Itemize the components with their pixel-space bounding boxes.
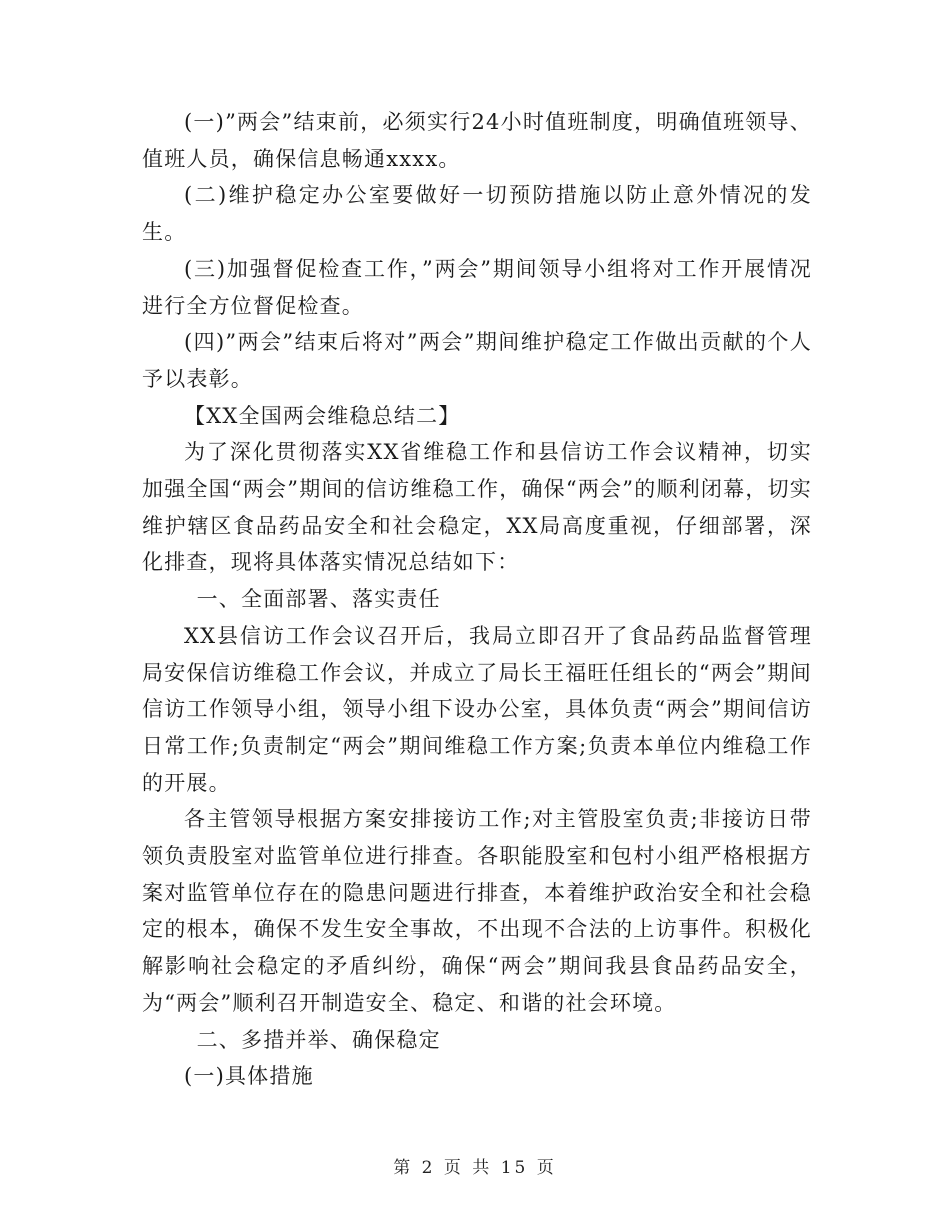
paragraph-leaders: 各主管领导根据方案安排接访工作;对主管股室负责;非接访日带领负责股室对监管单位进行排查。各职能股室和包村小组严格根据方案对监管单位存在的隐患问题进行排查，本着维护政治安全和社会稳定的根本，确保不发生安全事故，不出现不合法的上访事件。积极化解影响社会稳定的矛盾纠纷，确保“两会”期间我县食品药品安全，为“两会”顺利召开制造安全、稳定、和谐的社会环境。 bbox=[142, 807, 812, 1015]
section-title: 【XX全国两会维稳总结二】 bbox=[184, 403, 461, 428]
paragraph-intro: 为了深化贯彻落实XX省维稳工作和县信访工作会议精神，切实加强全国“两会”期间的信访维稳工作，确保“两会”的顺利闭幕，切实维护辖区食品药品安全和社会稳定，XX局高度重视，仔细部署，深化排查，现将具体落实情况总结如下： bbox=[142, 440, 812, 575]
document-body bbox=[142, 104, 812, 1095]
paragraph-duty-system: (一)”两会”结束前，必须实行24小时值班制度，明确值班领导、值班人员，确保信息畅通xxxx。 bbox=[142, 110, 812, 171]
paragraph-supervision: (三)加强督促检查工作，”两会”期间领导小组将对工作开展情况进行全方位督促检查。 bbox=[142, 256, 812, 318]
heading-measures: 二、多措并举、确保稳定 bbox=[196, 1027, 441, 1052]
paragraph-prevention: (二)维护稳定办公室要做好一切预防措施以防止意外情况的发生。 bbox=[142, 183, 812, 245]
page-number-footer: 第 2 页 共 15 页 bbox=[393, 1158, 557, 1178]
paragraph-commendation: (四)”两会”结束后将对”两会”期间维护稳定工作做出贡献的个人予以表彰。 bbox=[142, 330, 812, 391]
subheading-specific-measures: (一)具体措施 bbox=[184, 1064, 314, 1089]
paragraph-meeting: XX县信访工作会议召开后，我局立即召开了食品药品监督管理局安保信访维稳工作会议，并成立了局长王福旺任组长的“两会”期间信访工作领导小组，领导小组下设办公室，具体负责“两会”期间信访日常工作;负责制定“两会”期间维稳工作方案;负责本单位内维稳工作的开展。 bbox=[142, 623, 812, 795]
heading-deployment: 一、全面部署、落实责任 bbox=[196, 587, 441, 612]
